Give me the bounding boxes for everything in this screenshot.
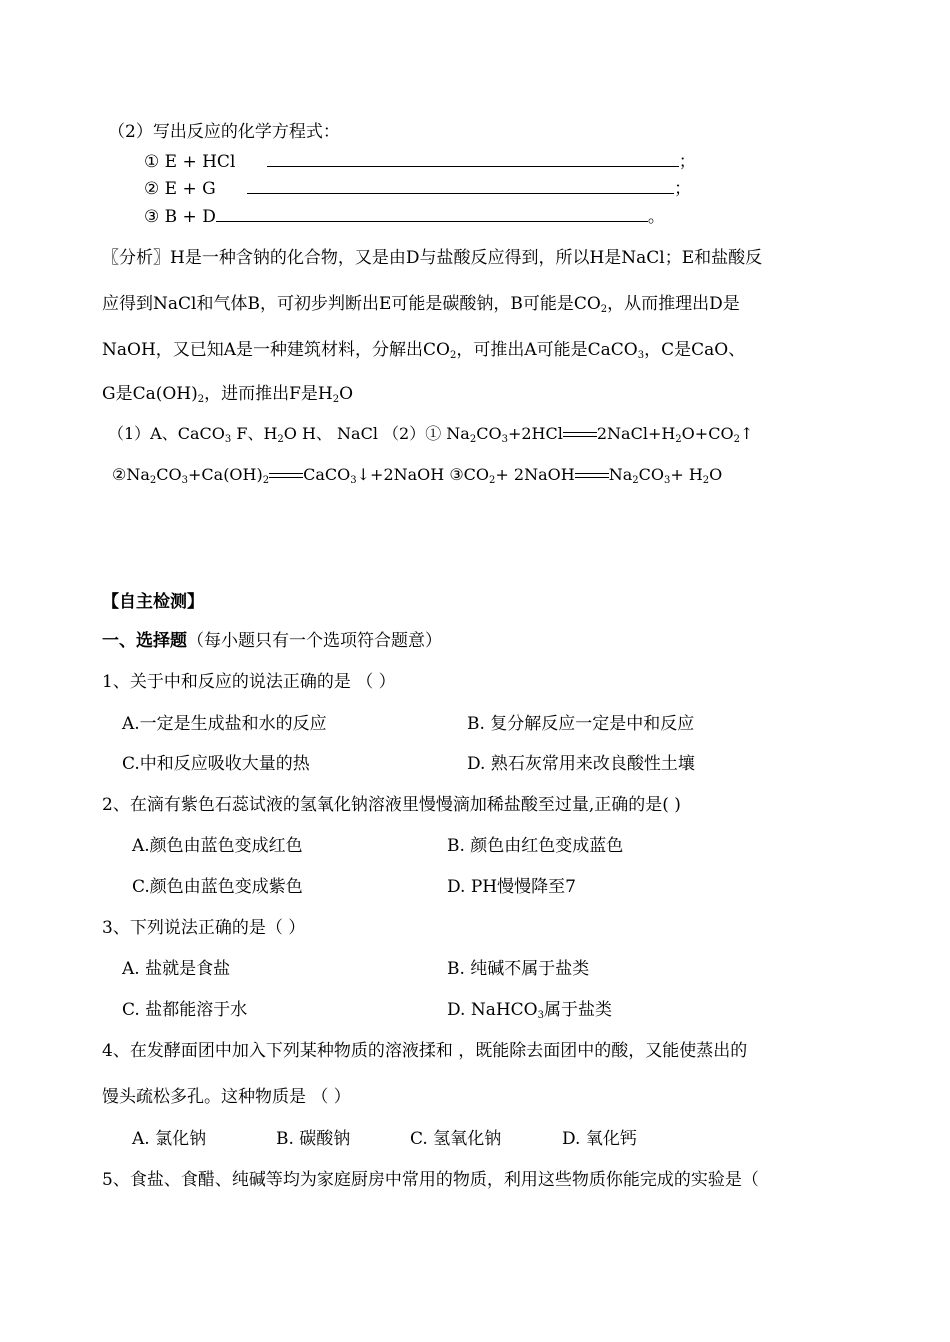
- question-4-option-b[interactable]: B. 碳酸钠: [276, 1129, 351, 1149]
- section-title: 【自主检测】: [102, 592, 204, 612]
- answer-text: Na: [608, 465, 633, 484]
- analysis-text: ，C是CaO、: [644, 340, 746, 360]
- answer-text: F、H: [231, 424, 278, 443]
- answer-text: CO: [638, 465, 664, 484]
- answer-text: +2HCl: [507, 424, 563, 443]
- analysis-text: G是Ca(OH): [102, 384, 198, 404]
- subscript: 2: [277, 434, 284, 445]
- question-2-option-d[interactable]: D. PH慢慢降至7: [447, 877, 576, 897]
- question-5-stem: 5、食盐、食醋、纯碱等均为家庭厨房中常用的物质，利用这些物质你能完成的实验是（: [102, 1170, 759, 1190]
- answer-text: CO: [476, 424, 502, 443]
- question-3-option-d-text: D. NaHCO: [447, 1000, 538, 1020]
- equation-3-label: ③ B + D: [144, 207, 216, 227]
- equation-3-period: 。: [647, 207, 665, 227]
- question-2-stem: 2、在滴有紫色石蕊试液的氢氧化钠溶液里慢慢滴加稀盐酸至过量,正确的是( ): [102, 795, 681, 815]
- question-1-option-a[interactable]: A.一定是生成盐和水的反应: [122, 714, 327, 734]
- answer-text: O H、 NaCl （2）① Na: [283, 424, 470, 443]
- subscript: 2: [262, 475, 270, 486]
- question-1-option-b[interactable]: B. 复分解反应一定是中和反应: [467, 714, 695, 734]
- question-1-stem: 1、关于中和反应的说法正确的是 （ ）: [102, 672, 396, 692]
- subscript: 2: [197, 394, 205, 405]
- question-4-stem-line-2: 馒头疏松多孔。这种物质是 （ ）: [102, 1087, 351, 1107]
- section-subtitle-note: （每小题只有一个选项符合题意）: [187, 631, 442, 651]
- equation-2-row: [144, 178, 691, 200]
- section-subtitle: [102, 630, 442, 652]
- subscript: 2: [469, 434, 477, 445]
- subscript: 2: [600, 304, 608, 315]
- equals-sign: [269, 471, 303, 481]
- subscript: 3: [637, 350, 645, 361]
- question-3-option-a[interactable]: A. 盐就是食盐: [122, 959, 231, 979]
- gas-arrow: ↑: [739, 424, 754, 443]
- equation-2-blank[interactable]: [247, 179, 674, 194]
- equation-1-label: ① E + HCl: [144, 152, 236, 172]
- analysis-line-3: [102, 339, 745, 367]
- equation-3-row: [144, 206, 665, 228]
- answer-text: + 2NaOH: [495, 465, 575, 484]
- subscript: 2: [675, 434, 682, 445]
- answer-text: + H: [670, 465, 703, 484]
- answer-line-2: [112, 464, 722, 492]
- answer-text: ②Na: [112, 465, 150, 484]
- equals-sign: [563, 430, 597, 440]
- subscript: 2: [489, 475, 496, 486]
- answer-line-1: [108, 423, 753, 451]
- answer-text: CO: [156, 465, 182, 484]
- question-3-option-d-tail: 属于盐类: [544, 1000, 612, 1020]
- answer-text: （1）A、CaCO: [108, 424, 225, 443]
- subscript: 3: [224, 434, 232, 445]
- subscript: 3: [537, 1010, 544, 1021]
- equals-sign: [575, 471, 609, 481]
- question-4-stem-line-1: 4、在发酵面团中加入下列某种物质的溶液揉和 ，既能除去面团中的酸，又能使蒸出的: [102, 1041, 748, 1061]
- analysis-text: O: [339, 384, 354, 404]
- question-4-option-d[interactable]: D. 氧化钙: [562, 1129, 637, 1149]
- analysis-text: NaOH，又已知A是一种建筑材料，分解出CO: [102, 340, 450, 360]
- part2-heading: （2）写出反应的化学方程式：: [108, 122, 340, 142]
- equation-3-blank[interactable]: [216, 207, 648, 222]
- subscript: 3: [181, 475, 188, 486]
- analysis-text: ，进而推出F是H: [204, 384, 333, 404]
- answer-text: CaCO: [303, 465, 351, 484]
- question-4-option-a[interactable]: A. 氯化钠: [132, 1129, 207, 1149]
- equation-2-label: ② E + G: [144, 179, 216, 199]
- answer-text: 2NaCl+H: [596, 424, 676, 443]
- question-1-option-d[interactable]: D. 熟石灰常用来改良酸性土壤: [467, 754, 695, 774]
- subscript: 2: [702, 475, 710, 486]
- analysis-text: ，从而推理出D是: [607, 294, 740, 314]
- question-3-option-b[interactable]: B. 纯碱不属于盐类: [447, 959, 590, 979]
- equation-1-blank[interactable]: [267, 152, 679, 167]
- equation-2-semicolon: ；: [674, 179, 692, 199]
- question-3-option-c[interactable]: C. 盐都能溶于水: [122, 1000, 248, 1020]
- question-4-option-c[interactable]: C. 氢氧化钠: [410, 1129, 502, 1149]
- subscript: 3: [501, 434, 508, 445]
- section-subtitle-bold: 一、选择题: [102, 631, 187, 651]
- answer-text: O+CO: [681, 424, 734, 443]
- question-2-option-b[interactable]: B. 颜色由红色变成蓝色: [447, 836, 624, 856]
- subscript: 2: [149, 475, 157, 486]
- subscript: 2: [632, 475, 639, 486]
- answer-text: O: [709, 465, 723, 484]
- question-2-option-a[interactable]: A.颜色由蓝色变成红色: [132, 836, 303, 856]
- question-2-option-c[interactable]: C.颜色由蓝色变成紫色: [132, 877, 303, 897]
- question-1-option-c[interactable]: C.中和反应吸收大量的热: [122, 754, 310, 774]
- analysis-line-4: [102, 383, 353, 411]
- subscript: 2: [450, 350, 457, 361]
- analysis-line-2: [102, 293, 740, 321]
- analysis-text: 应得到NaCl和气体B，可初步判断出E可能是碳酸钠，B可能是CO: [102, 294, 601, 314]
- equation-1-row: [144, 151, 696, 173]
- analysis-line-1: 〖分析〗H是一种含钠的化合物，又是由D与盐酸反应得到，所以H是NaCl；E和盐酸反: [102, 248, 763, 268]
- analysis-text: ，可推出A可能是CaCO: [456, 340, 638, 360]
- question-3-option-d[interactable]: [447, 999, 612, 1027]
- subscript: 2: [733, 434, 740, 445]
- answer-text: ↓+2NaOH ③CO: [356, 465, 490, 484]
- subscript: 3: [350, 475, 357, 486]
- subscript: 3: [663, 475, 671, 486]
- answer-text: +Ca(OH): [188, 465, 263, 484]
- subscript: 2: [332, 394, 340, 405]
- equation-1-semicolon: ；: [678, 152, 696, 172]
- question-3-stem: 3、下列说法正确的是（ ）: [102, 918, 306, 938]
